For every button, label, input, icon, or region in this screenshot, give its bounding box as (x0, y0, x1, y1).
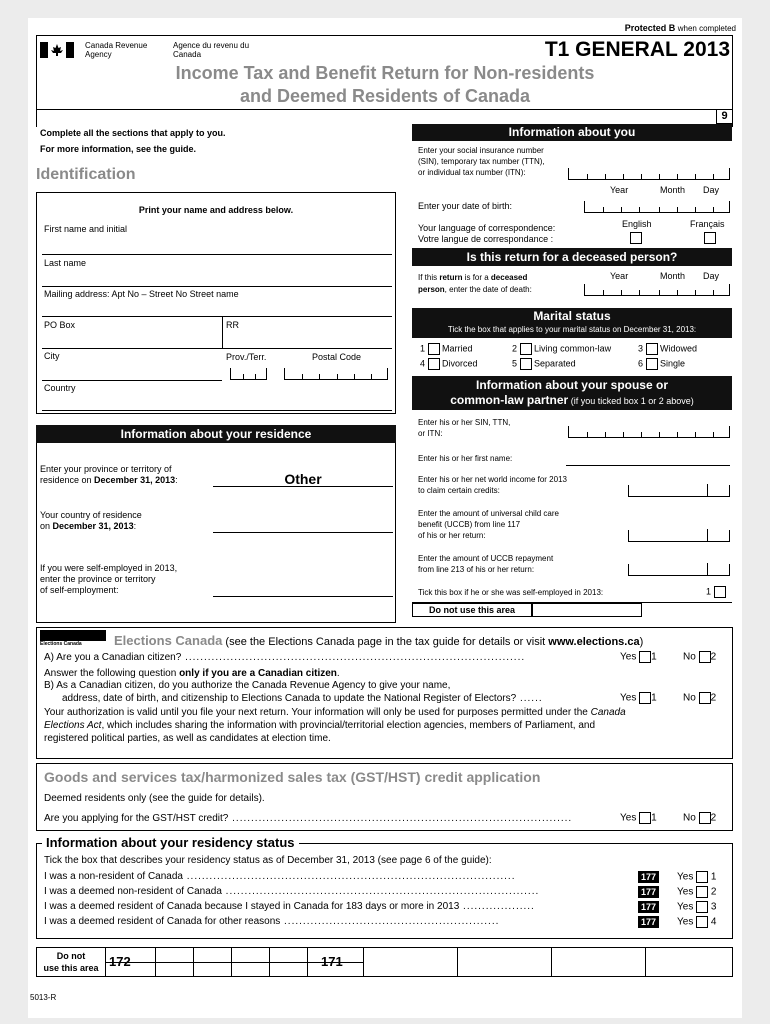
gst-title: Goods and services tax/harmonized sales tax (GST/HST) credit application (44, 769, 541, 785)
residency-checkbox-4[interactable]: Yes 4 (677, 916, 717, 928)
elections-title: Elections Canada (see the Elections Canada page in the tax guide for details or visit www.elections.ca) (114, 633, 644, 648)
spouse-income-q1: Enter his or her net world income for 2013 (418, 475, 567, 484)
spouse-uccb-input[interactable] (628, 530, 730, 542)
dob-year-label: Year (610, 185, 629, 195)
dob-label: Enter your date of birth: (418, 201, 513, 211)
gst-line-1: Deemed residents only (see the guide for details). (44, 793, 265, 804)
province-value: Other (284, 471, 322, 487)
residency-code-4: 177 (638, 916, 659, 928)
country-question-2: on December 31, 2013: (40, 521, 137, 531)
self-employed-input[interactable] (213, 596, 393, 597)
english-checkbox[interactable] (630, 232, 642, 244)
spouse-uccb-q3: of his or her return: (418, 531, 486, 540)
francais-checkbox[interactable] (704, 232, 716, 244)
citizen-no[interactable]: No 2 (683, 651, 717, 663)
spouse-self-employed-label: Tick this box if he or she was self-employed in 2013: (418, 588, 604, 597)
death-month-label: Month (660, 271, 686, 281)
deceased-question-1: If this return is for a deceased (418, 273, 528, 282)
spouse-first-name-label: Enter his or her first name: (418, 454, 513, 463)
self-employed-q1: If you were self-employed in 2013, (40, 563, 178, 573)
marital-option-divorced[interactable]: 4 Divorced (420, 358, 478, 369)
marital-option-married[interactable]: 1 Married (420, 343, 473, 354)
intro-line-1: Complete all the sections that apply to you. (40, 128, 226, 138)
city-input[interactable] (42, 380, 222, 381)
subtitle-line-2: and Deemed Residents of Canada (239, 86, 531, 106)
form-page (28, 18, 742, 1018)
residency-code-3: 177 (638, 901, 659, 913)
agency-en: Canada Revenue Agency (85, 41, 148, 59)
marital-option-single[interactable]: 6 Single (638, 358, 686, 369)
dob-month-label: Month (660, 185, 686, 195)
residency-row-2: I was a deemed non-resident of Canada ................................................................................... (44, 886, 540, 897)
residency-row-3: I was a deemed resident of Canada because I stayed in Canada for 183 days or more in 2013 ................... (44, 901, 535, 912)
footer-do-not-use: Do not use this area (43, 951, 99, 973)
po-box-input[interactable] (42, 348, 392, 349)
marital-title: Marital status (533, 309, 611, 323)
dob-input[interactable] (584, 201, 730, 213)
spouse-self-employed-checkbox[interactable]: 1 (706, 586, 726, 598)
spouse-repay-input[interactable] (628, 564, 730, 576)
about-you-title: Information about you (412, 124, 732, 141)
country-label: Country (44, 383, 76, 393)
spouse-sin-q2: or ITN: (418, 429, 443, 438)
marital-header (412, 308, 732, 338)
spouse-sin-input[interactable] (568, 426, 730, 438)
spouse-title-2: common-law partner (if you ticked box 1 or 2 above) (450, 393, 694, 407)
country-residence-input[interactable] (213, 532, 393, 533)
authorization-text-3: registered political parties, as well as candidates at election time. (44, 733, 331, 744)
gst-no[interactable]: No 2 (683, 812, 717, 824)
rr-label: RR (226, 320, 239, 330)
form-number: 5013-R (30, 993, 57, 1002)
death-day-label: Day (703, 271, 720, 281)
francais-label: Français (690, 219, 725, 229)
marital-option-widowed[interactable]: 3 Widowed (638, 343, 698, 354)
spouse-repay-q2: from line 213 of his or her return: (418, 565, 535, 574)
country-input[interactable] (42, 410, 392, 411)
residency-row-1: I was a non-resident of Canada ....................................................................................... (44, 871, 516, 882)
elections-logo: Elections Canada (40, 630, 106, 648)
rr-divider (222, 316, 223, 348)
form-code: 9 (716, 109, 733, 124)
footer-code-171: 171 (321, 954, 343, 969)
province-question-1: Enter your province or territory of (40, 464, 172, 474)
spouse-sin-q1: Enter his or her SIN, TTN, (418, 418, 511, 427)
identification-instruction: Print your name and address below. (138, 205, 294, 215)
footer-table (36, 947, 733, 977)
spouse-title-1: Information about your spouse or (475, 378, 668, 392)
identification-title: Identification (36, 166, 136, 183)
english-label: English (622, 219, 652, 229)
first-name-input[interactable] (42, 254, 392, 255)
deceased-title: Is this return for a deceased person? (412, 248, 732, 266)
authorize-question-1: B) As a Canadian citizen, do you authorize the Canada Revenue Agency to give your name, (44, 680, 451, 691)
do-not-use-blank (532, 603, 642, 617)
authorization-text-1: Your authorization is valid until you file your next return. Your information will only be used for purposes permitted under the Canada (44, 707, 626, 718)
dob-day-label: Day (703, 185, 720, 195)
last-name-label: Last name (44, 258, 87, 268)
spouse-repay-q1: Enter the amount of UCCB repayment (418, 554, 554, 563)
agency-fr: Agence du revenu du Canada (173, 41, 250, 59)
postal-label: Postal Code (312, 352, 362, 362)
intro-line-2: For more information, see the guide. (40, 144, 197, 154)
residence-title: Information about your residence (36, 425, 396, 443)
spouse-uccb-q1: Enter the amount of universal child care (418, 509, 559, 518)
sin-question-2: (SIN), temporary tax number (TTN), (418, 157, 545, 166)
country-question-1: Your country of residence (40, 510, 142, 520)
self-employed-q2: enter the province or territory (40, 574, 156, 584)
mailing-address-input[interactable] (42, 316, 392, 317)
protected-label: Protected B when completed (624, 23, 736, 33)
residency-title: Information about your residency status (42, 835, 299, 850)
postal-code-input[interactable] (284, 368, 388, 380)
marital-option-common-law[interactable]: 2 Living common-law (512, 343, 612, 354)
canada-flag-icon (40, 42, 74, 60)
death-year-label: Year (610, 271, 629, 281)
mailing-address-label: Mailing address: Apt No – Street No Street name (44, 289, 239, 299)
spouse-income-input[interactable] (628, 485, 730, 497)
language-label-en: Your language of correspondence: (418, 223, 556, 233)
prov-label: Prov./Terr. (226, 352, 267, 362)
footer-code-172: 172 (109, 954, 131, 969)
city-label: City (44, 351, 60, 361)
residency-checkbox-2[interactable]: Yes 2 (677, 886, 717, 898)
language-label-fr: Votre langue de correspondance : (418, 234, 554, 244)
first-name-label: First name and initial (44, 224, 128, 234)
authorization-text-2: Elections Act, which includes sharing the information with provincial/territorial election agencies, members of Parliament, and (44, 720, 596, 731)
po-box-label: PO Box (44, 320, 76, 330)
gst-question: Are you applying for the GST/HST credit? .......................................................................................... (44, 813, 573, 824)
prov-input[interactable] (230, 368, 267, 380)
spouse-uccb-q2: benefit (UCCB) from line 117 (418, 520, 521, 529)
citizen-yes[interactable]: Yes 1 (620, 651, 657, 663)
residency-row-4: I was a deemed resident of Canada for other reasons ......................................................... (44, 916, 500, 927)
residency-instruction: Tick the box that describes your residency status as of December 31, 2013 (see page 6 of the guide): (44, 855, 492, 866)
form-title: T1 GENERAL 2013 (544, 38, 730, 61)
sin-question-1: Enter your social insurance number (418, 146, 544, 155)
spouse-income-q2: to claim certain credits: (418, 486, 500, 495)
authorize-yes[interactable]: Yes 1 (620, 692, 657, 704)
subtitle-line-1: Income Tax and Benefit Return for Non-residents (175, 63, 595, 83)
deceased-question-2: person, enter the date of death: (418, 285, 532, 294)
date-of-death-input[interactable] (584, 284, 730, 296)
authorize-question-2: address, date of birth, and citizenship to Elections Canada to update the National Register of Electors? ...... (62, 693, 543, 704)
citizen-question: A) Are you a Canadian citizen? .......................................................................................... (44, 652, 526, 663)
marital-option-separated[interactable]: 5 Separated (512, 358, 576, 369)
residency-checkbox-1[interactable]: Yes 1 (677, 871, 717, 883)
spouse-header (412, 376, 732, 410)
residency-checkbox-3[interactable]: Yes 3 (677, 901, 717, 913)
sin-question-3: or individual tax number (ITN): (418, 168, 526, 177)
do-not-use-area: Do not use this area (412, 603, 532, 617)
self-employed-q3: of self-employment: (40, 585, 119, 595)
header-bottom-line (36, 109, 733, 110)
gst-yes[interactable]: Yes 1 (620, 812, 657, 824)
authorize-no[interactable]: No 2 (683, 692, 717, 704)
last-name-input[interactable] (42, 286, 392, 287)
answer-intro: Answer the following question only if you are a Canadian citizen. (44, 668, 340, 679)
marital-instruction: Tick the box that applies to your marital status on December 31, 2013: (447, 325, 697, 334)
sin-input[interactable] (568, 168, 730, 180)
residency-code-1: 177 (638, 871, 659, 883)
residency-code-2: 177 (638, 886, 659, 898)
province-question-2: residence on December 31, 2013: (40, 475, 178, 485)
spouse-first-name-input[interactable] (566, 465, 730, 466)
